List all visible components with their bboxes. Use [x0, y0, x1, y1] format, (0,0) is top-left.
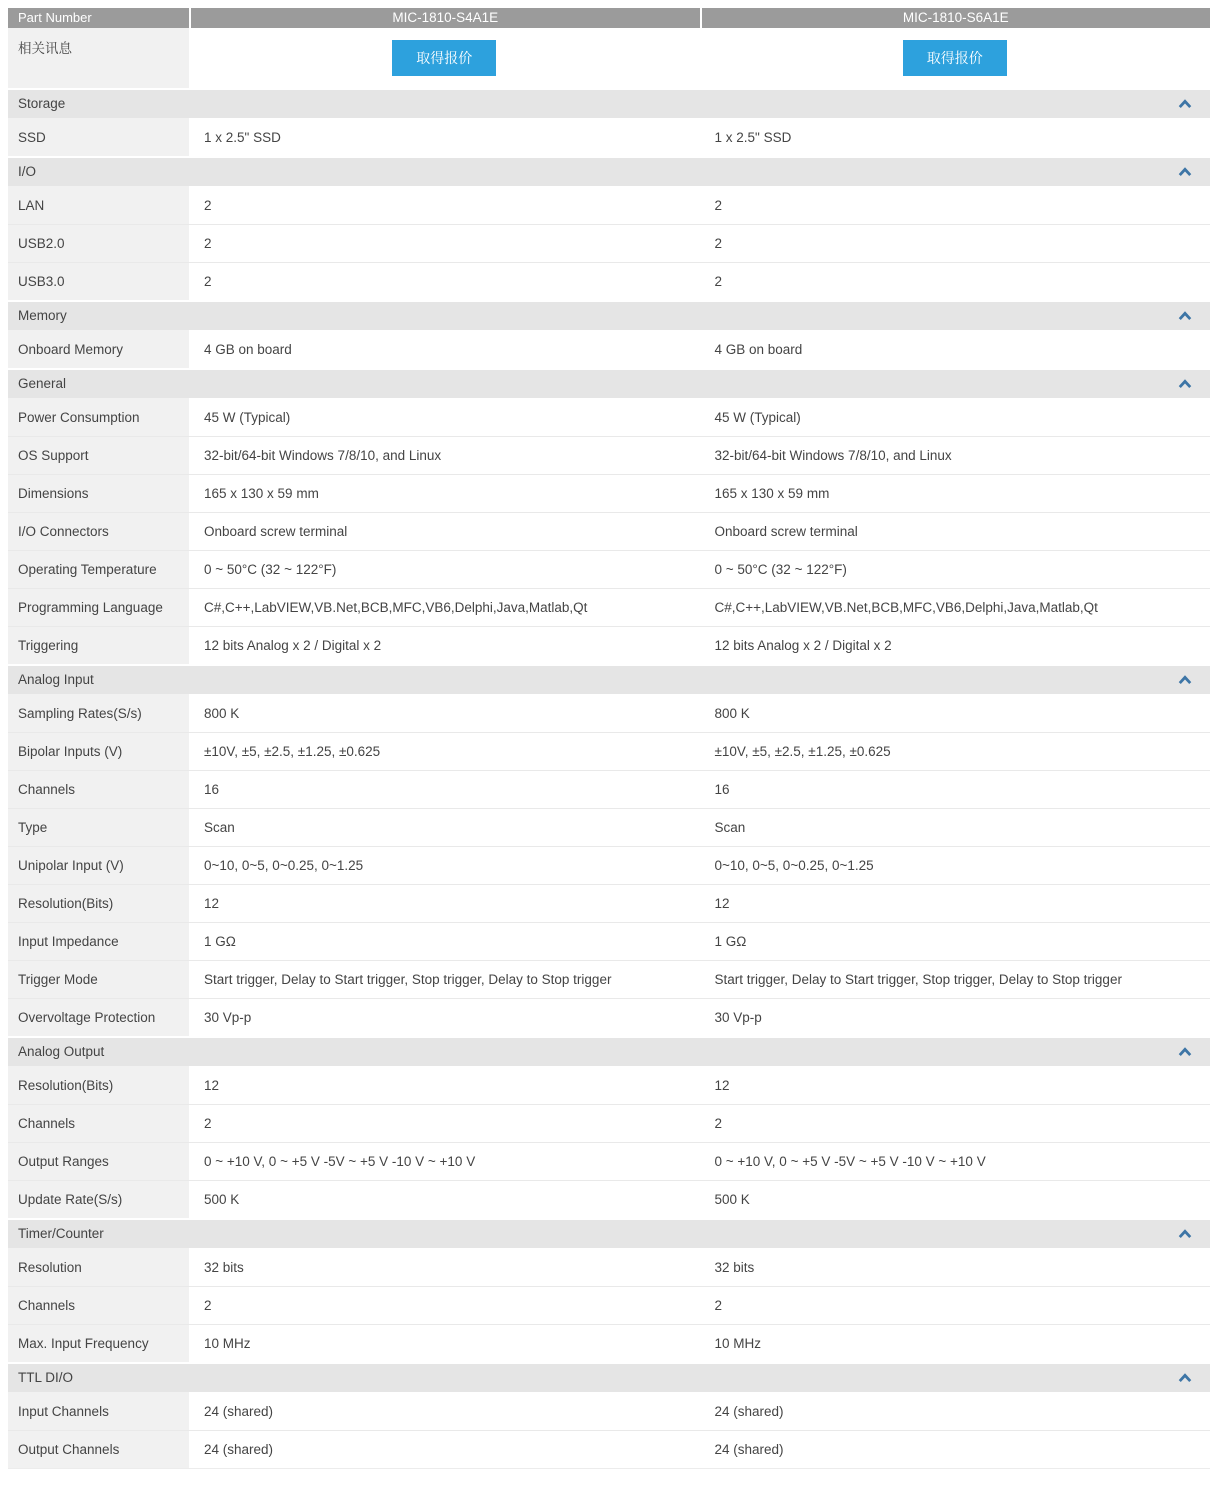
spec-row-label: SSD — [8, 118, 189, 156]
section-header[interactable] — [8, 158, 1210, 186]
spec-value-product-1: 0 ~ 50°C (32 ~ 122°F) — [204, 562, 337, 577]
spec-value-product-1: 1 GΩ — [204, 934, 236, 949]
chevron-up-icon[interactable] — [1178, 99, 1192, 109]
spec-value-product-1: 2 — [204, 236, 212, 251]
section-header[interactable] — [8, 1038, 1210, 1066]
spec-value-product-2: 16 — [714, 782, 730, 797]
spec-value-product-1: 0~10, 0~5, 0~0.25, 0~1.25 — [204, 858, 364, 873]
chevron-up-icon[interactable] — [1178, 167, 1192, 177]
spec-row-label: Sampling Rates(S/s) — [8, 694, 189, 732]
chevron-up-icon[interactable] — [1178, 1229, 1192, 1239]
spec-row — [8, 330, 1210, 368]
spec-section — [8, 1220, 1210, 1362]
spec-row-label: Channels — [8, 771, 189, 808]
spec-value-product-1: 2 — [204, 197, 212, 213]
spec-row-label: Channels — [8, 1105, 189, 1142]
spec-value-product-2: 12 — [714, 1077, 730, 1093]
spec-value-product-2: 32 bits — [714, 1259, 755, 1275]
spec-section — [8, 302, 1210, 368]
spec-value-product-1: 0 ~ +10 V, 0 ~ +5 V -5V ~ +5 V -10 V ~ +10 V — [204, 1154, 476, 1169]
section-title: Analog Input — [18, 672, 94, 687]
spec-value-product-2: 2 — [714, 1298, 723, 1313]
spec-row — [8, 186, 1210, 224]
spec-section — [8, 370, 1210, 664]
spec-value-product-1: 24 (shared) — [204, 1442, 274, 1457]
spec-row-label: Trigger Mode — [8, 961, 189, 998]
spec-row-label: Bipolar Inputs (V) — [8, 733, 189, 770]
spec-row-label: Power Consumption — [8, 398, 189, 436]
spec-value-product-2: 1 GΩ — [714, 934, 747, 949]
spec-row — [8, 694, 1210, 732]
spec-value-product-2: 45 W (Typical) — [714, 409, 801, 425]
spec-value-product-1: 30 Vp-p — [204, 1010, 252, 1025]
get-quote-button-1[interactable]: 取得报价 — [392, 40, 496, 76]
section-header[interactable] — [8, 1364, 1210, 1392]
spec-value-product-2: 10 MHz — [714, 1336, 762, 1351]
spec-section — [8, 90, 1210, 156]
spec-value-product-1: 24 (shared) — [204, 1403, 274, 1419]
spec-row — [8, 1066, 1210, 1104]
spec-row-label: USB2.0 — [8, 225, 189, 262]
spec-row — [8, 474, 1210, 512]
spec-row-label: Channels — [8, 1287, 189, 1324]
spec-value-product-1: Onboard screw terminal — [204, 524, 348, 539]
spec-row — [8, 1104, 1210, 1142]
spec-row — [8, 512, 1210, 550]
spec-value-product-1: 32-bit/64-bit Windows 7/8/10, and Linux — [204, 448, 442, 463]
section-title: Analog Output — [18, 1044, 105, 1059]
spec-row — [8, 118, 1210, 156]
section-title: Timer/Counter — [18, 1226, 104, 1241]
spec-value-product-2: 2 — [714, 1116, 723, 1131]
spec-row-label: Unipolar Input (V) — [8, 847, 189, 884]
spec-row — [8, 922, 1210, 960]
spec-row-label: Resolution — [8, 1248, 189, 1286]
spec-value-product-1: 16 — [204, 782, 220, 797]
spec-row — [8, 224, 1210, 262]
spec-row — [8, 998, 1210, 1036]
spec-row-label: Resolution(Bits) — [8, 885, 189, 922]
spec-value-product-1: C#,C++,LabVIEW,VB.Net,BCB,MFC,VB6,Delphi,Java,Matlab,Qt — [204, 600, 588, 615]
spec-row — [8, 846, 1210, 884]
spec-row-label: Update Rate(S/s) — [8, 1181, 189, 1218]
spec-row-label: USB3.0 — [8, 263, 189, 300]
spec-row — [8, 398, 1210, 436]
spec-row — [8, 1392, 1210, 1430]
product-column-header-1: MIC-1810-S4A1E — [191, 8, 700, 28]
spec-sections — [8, 90, 1210, 1469]
spec-value-product-2: 0 ~ +10 V, 0 ~ +5 V -5V ~ +5 V -10 V ~ +10 V — [714, 1154, 986, 1169]
spec-row — [8, 884, 1210, 922]
spec-value-product-2: Start trigger, Delay to Start trigger, Stop trigger, Delay to Stop trigger — [714, 972, 1122, 987]
spec-row-label: LAN — [8, 186, 189, 224]
spec-row — [8, 960, 1210, 998]
spec-value-product-2: Scan — [714, 820, 746, 835]
spec-value-product-1: 165 x 130 x 59 mm — [204, 486, 319, 501]
spec-row-label: Dimensions — [8, 475, 189, 512]
spec-row — [8, 1180, 1210, 1218]
spec-value-product-1: 4 GB on board — [204, 341, 292, 357]
spec-row — [8, 1430, 1210, 1468]
spec-value-product-1: Scan — [204, 820, 235, 835]
spec-row-label: Input Channels — [8, 1392, 189, 1430]
spec-row — [8, 1324, 1210, 1362]
spec-row-label: Programming Language — [8, 589, 189, 626]
spec-value-product-2: C#,C++,LabVIEW,VB.Net,BCB,MFC,VB6,Delphi,Java,Matlab,Qt — [714, 600, 1098, 615]
get-quote-button-2[interactable]: 取得报价 — [903, 40, 1007, 76]
chevron-up-icon[interactable] — [1178, 1047, 1192, 1057]
spec-row-label: Max. Input Frequency — [8, 1325, 189, 1362]
section-rows — [8, 186, 1210, 300]
related-info-row — [8, 28, 1210, 88]
section-title: TTL DI/O — [18, 1370, 74, 1385]
product-spec-table — [8, 8, 1210, 1469]
section-title: Storage — [18, 96, 66, 111]
spec-row-label: Resolution(Bits) — [8, 1066, 189, 1104]
spec-row — [8, 262, 1210, 300]
spec-value-product-2: 30 Vp-p — [714, 1010, 762, 1025]
spec-section — [8, 1364, 1210, 1469]
spec-value-product-1: 2 — [204, 274, 212, 289]
spec-row-label: OS Support — [8, 437, 189, 474]
spec-row — [8, 1248, 1210, 1286]
quote-cell-2 — [700, 28, 1211, 88]
spec-value-product-1: 2 — [204, 1116, 212, 1131]
spec-value-product-2: 24 (shared) — [714, 1403, 784, 1419]
spec-row — [8, 1286, 1210, 1324]
spec-value-product-2: 165 x 130 x 59 mm — [714, 486, 830, 501]
spec-value-product-2: 1 x 2.5" SSD — [714, 129, 792, 145]
spec-value-product-2: 24 (shared) — [714, 1442, 784, 1457]
section-rows — [8, 118, 1210, 156]
spec-section — [8, 666, 1210, 1036]
spec-value-product-1: 45 W (Typical) — [204, 409, 291, 425]
spec-value-product-1: Start trigger, Delay to Start trigger, Stop trigger, Delay to Stop trigger — [204, 972, 612, 987]
spec-value-product-1: 10 MHz — [204, 1336, 251, 1351]
spec-value-product-1: 12 bits Analog x 2 / Digital x 2 — [204, 638, 382, 653]
spec-value-product-1: 2 — [204, 1298, 212, 1313]
spec-row-label: Type — [8, 809, 189, 846]
spec-row-label: Output Ranges — [8, 1143, 189, 1180]
spec-value-product-1: 32 bits — [204, 1259, 244, 1275]
spec-row — [8, 770, 1210, 808]
section-header[interactable] — [8, 666, 1210, 694]
spec-row — [8, 588, 1210, 626]
section-title: Memory — [18, 308, 67, 323]
spec-value-product-2: 0 ~ 50°C (32 ~ 122°F) — [714, 562, 847, 577]
spec-value-product-1: 12 — [204, 1077, 220, 1093]
spec-section — [8, 158, 1210, 300]
section-rows — [8, 330, 1210, 368]
related-info-label: 相关讯息 — [8, 28, 189, 88]
spec-section — [8, 1038, 1210, 1218]
section-rows — [8, 398, 1210, 664]
spec-row-label: Operating Temperature — [8, 551, 189, 588]
section-header[interactable] — [8, 1220, 1210, 1248]
section-rows — [8, 1248, 1210, 1362]
spec-row-label: I/O Connectors — [8, 513, 189, 550]
section-title: General — [18, 376, 67, 391]
spec-row — [8, 1142, 1210, 1180]
spec-row-label: Output Channels — [8, 1431, 189, 1468]
section-header[interactable] — [8, 90, 1210, 118]
spec-value-product-2: 12 — [714, 896, 730, 911]
spec-row — [8, 436, 1210, 474]
spec-value-product-2: 4 GB on board — [714, 341, 803, 357]
spec-value-product-2: 2 — [714, 274, 723, 289]
spec-value-product-2: Onboard screw terminal — [714, 524, 858, 539]
part-number-label: Part Number — [8, 8, 189, 28]
spec-value-product-2: 2 — [714, 236, 723, 251]
chevron-up-icon[interactable] — [1178, 311, 1192, 321]
part-number-header-row — [8, 8, 1210, 28]
quote-cell-1 — [189, 28, 700, 88]
section-rows — [8, 1392, 1210, 1468]
spec-value-product-2: 2 — [714, 197, 723, 213]
spec-value-product-1: 800 K — [204, 705, 240, 721]
spec-row-label: Input Impedance — [8, 923, 189, 960]
spec-row-label: Triggering — [8, 627, 189, 664]
spec-value-product-2: 800 K — [714, 705, 750, 721]
spec-row — [8, 550, 1210, 588]
spec-row — [8, 808, 1210, 846]
spec-value-product-2: 12 bits Analog x 2 / Digital x 2 — [714, 638, 892, 653]
section-rows — [8, 694, 1210, 1036]
spec-value-product-1: 12 — [204, 896, 220, 911]
chevron-up-icon[interactable] — [1178, 675, 1192, 685]
spec-row-label: Overvoltage Protection — [8, 999, 189, 1036]
chevron-up-icon[interactable] — [1178, 379, 1192, 389]
spec-value-product-2: ±10V, ±5, ±2.5, ±1.25, ±0.625 — [714, 744, 891, 759]
spec-value-product-1: ±10V, ±5, ±2.5, ±1.25, ±0.625 — [204, 744, 381, 759]
spec-row-label: Onboard Memory — [8, 330, 189, 368]
spec-value-product-1: 500 K — [204, 1192, 240, 1207]
spec-value-product-2: 500 K — [714, 1192, 750, 1207]
section-header[interactable] — [8, 302, 1210, 330]
spec-row — [8, 732, 1210, 770]
section-title: I/O — [18, 164, 37, 179]
product-column-header-2: MIC-1810-S6A1E — [702, 8, 1211, 28]
chevron-up-icon[interactable] — [1178, 1373, 1192, 1383]
spec-value-product-2: 32-bit/64-bit Windows 7/8/10, and Linux — [714, 448, 952, 463]
section-header[interactable] — [8, 370, 1210, 398]
spec-value-product-2: 0~10, 0~5, 0~0.25, 0~1.25 — [714, 858, 874, 873]
spec-value-product-1: 1 x 2.5" SSD — [204, 129, 281, 145]
section-rows — [8, 1066, 1210, 1218]
spec-row — [8, 626, 1210, 664]
